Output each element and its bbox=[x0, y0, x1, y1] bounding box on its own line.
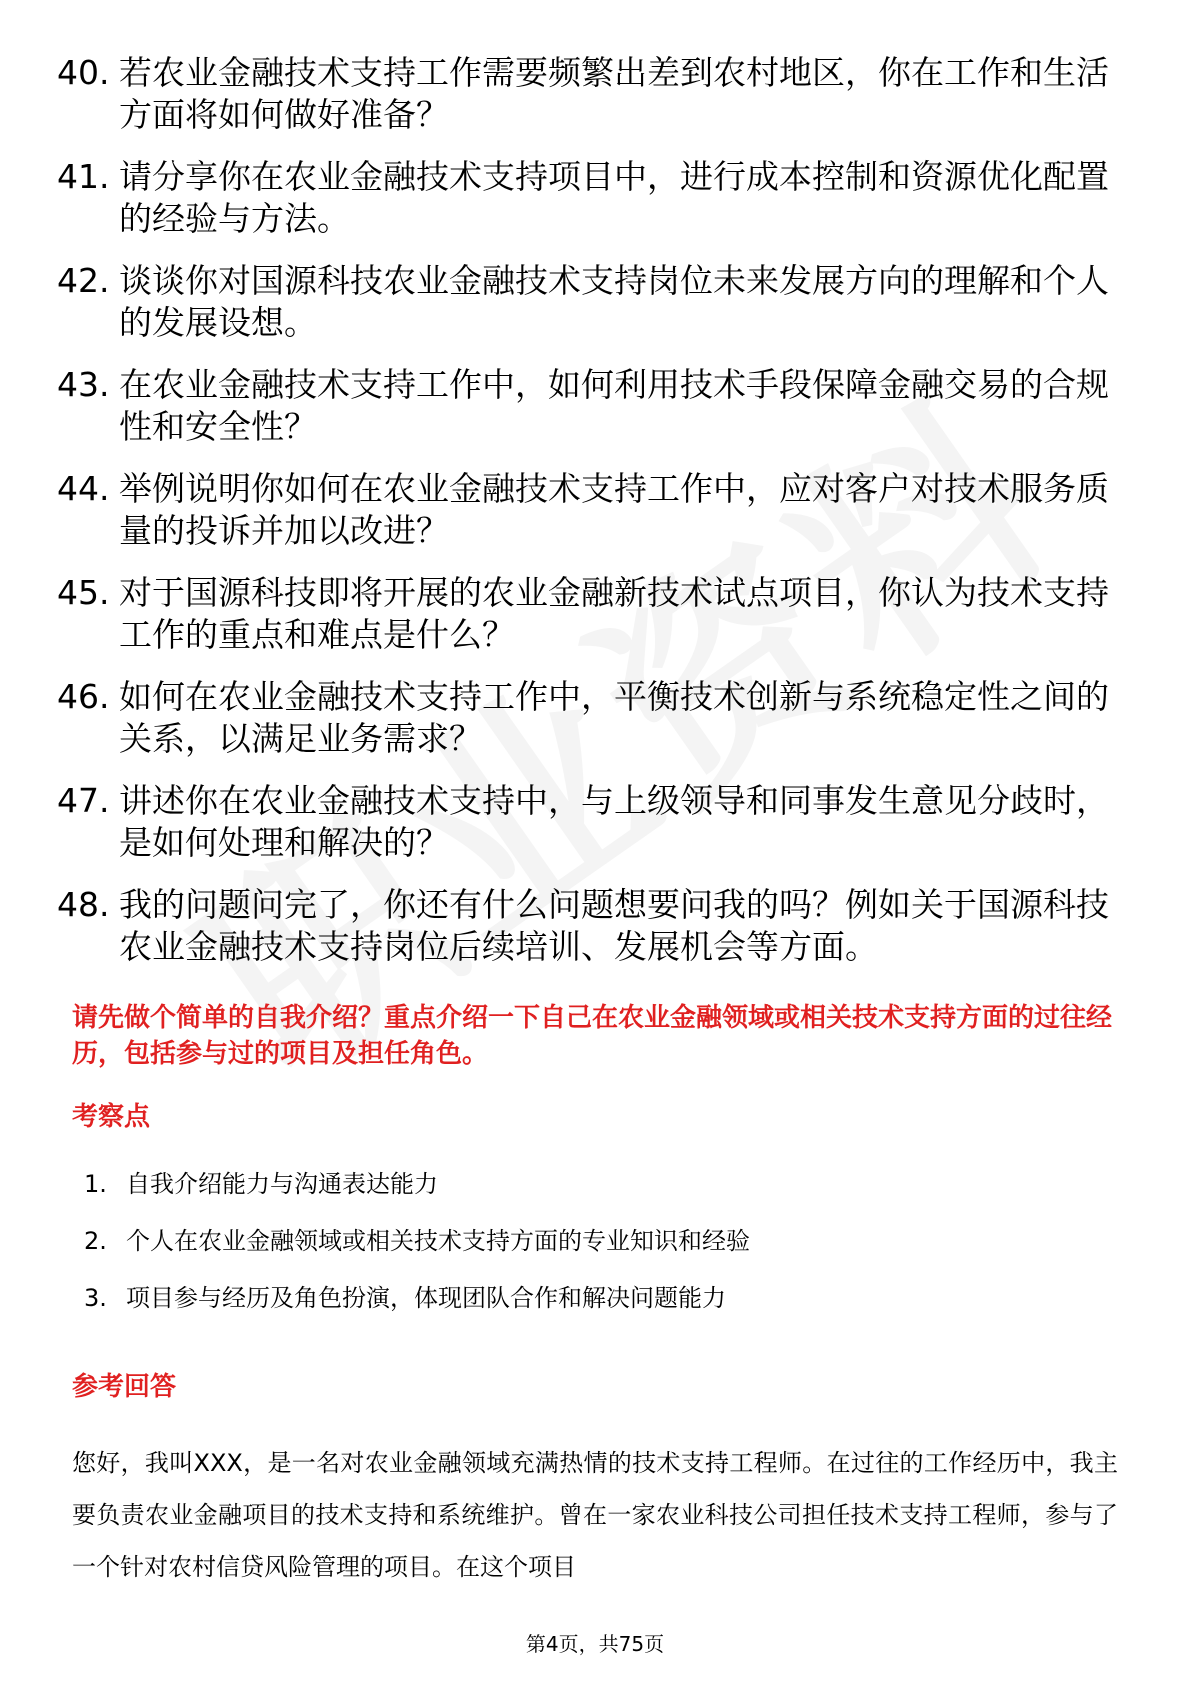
question-number: 42. bbox=[57, 261, 110, 300]
question-text: 谈谈你对国源科技农业金融技术支持岗位未来发展方向的理解和个人的发展设想。 bbox=[119, 261, 1109, 342]
question-item bbox=[57, 468, 1137, 552]
question-text: 在农业金融技术支持工作中，如何利用技术手段保障金融交易的合规性和安全性？ bbox=[119, 365, 1109, 446]
question-text: 举例说明你如何在农业金融技术支持工作中，应对客户对技术服务质量的投诉并加以改进？ bbox=[119, 469, 1109, 550]
lead-question: 请先做个简单的自我介绍？重点介绍一下自己在农业金融领域或相关技术支持方面的过往经历，包括参与过的项目及担任角色。 bbox=[72, 1003, 1113, 1069]
question-text: 若农业金融技术支持工作需要频繁出差到农村地区，你在工作和生活方面将如何做好准备？ bbox=[119, 53, 1109, 134]
question-item bbox=[57, 260, 1137, 344]
question-item bbox=[57, 364, 1137, 448]
list-item bbox=[84, 1168, 1084, 1200]
question-number: 44. bbox=[57, 469, 110, 508]
question-number: 40. bbox=[57, 53, 110, 92]
question-number: 46. bbox=[57, 677, 110, 716]
question-item bbox=[57, 52, 1137, 136]
question-item bbox=[57, 780, 1137, 864]
question-number: 43. bbox=[57, 365, 110, 404]
question-number: 47. bbox=[57, 781, 110, 820]
question-text: 对于国源科技即将开展的农业金融新技术试点项目，你认为技术支持工作的重点和难点是什么？ bbox=[119, 573, 1109, 654]
question-text: 我的问题问完了，你还有什么问题想要问我的吗？例如关于国源科技农业金融技术支持岗位后续培训、发展机会等方面。 bbox=[119, 885, 1109, 966]
points-list bbox=[84, 1168, 1084, 1339]
point-number: 3. bbox=[84, 1284, 107, 1312]
point-number: 2. bbox=[84, 1227, 107, 1255]
question-item bbox=[57, 156, 1137, 240]
question-text: 请分享你在农业金融技术支持项目中，进行成本控制和资源优化配置的经验与方法。 bbox=[119, 157, 1109, 238]
question-number: 41. bbox=[57, 157, 110, 196]
question-number: 45. bbox=[57, 573, 110, 612]
point-text: 个人在农业金融领域或相关技术支持方面的专业知识和经验 bbox=[126, 1227, 750, 1255]
point-text: 项目参与经历及角色扮演，体现团队合作和解决问题能力 bbox=[126, 1284, 726, 1312]
page-footer: 第4页，共75页 bbox=[525, 1632, 665, 1656]
question-number: 48. bbox=[57, 885, 110, 924]
question-text: 如何在农业金融技术支持工作中，平衡技术创新与系统稳定性之间的关系，以满足业务需求？ bbox=[119, 677, 1109, 758]
list-item bbox=[84, 1225, 1084, 1257]
point-text: 自我介绍能力与沟通表达能力 bbox=[126, 1170, 438, 1198]
answer-heading: 参考回答 bbox=[72, 1372, 177, 1402]
question-item bbox=[57, 572, 1137, 656]
answer-paragraph: 您好，我叫XXX，是一名对农业金融领域充满热情的技术支持工程师。在过往的工作经历中，我主要负责农业金融项目的技术支持和系统维护。曾在一家农业科技公司担任技术支持工程师，参与了一个针对农村信贷风险管理的项目。在这个项目 bbox=[72, 1449, 1118, 1581]
list-item bbox=[84, 1282, 1084, 1314]
point-number: 1. bbox=[84, 1170, 107, 1198]
question-item bbox=[57, 676, 1137, 760]
question-item bbox=[57, 884, 1137, 968]
question-text: 讲述你在农业金融技术支持中，与上级领导和同事发生意见分歧时，是如何处理和解决的？ bbox=[119, 781, 1109, 862]
points-heading: 考察点 bbox=[72, 1102, 151, 1132]
question-list bbox=[57, 52, 1137, 988]
